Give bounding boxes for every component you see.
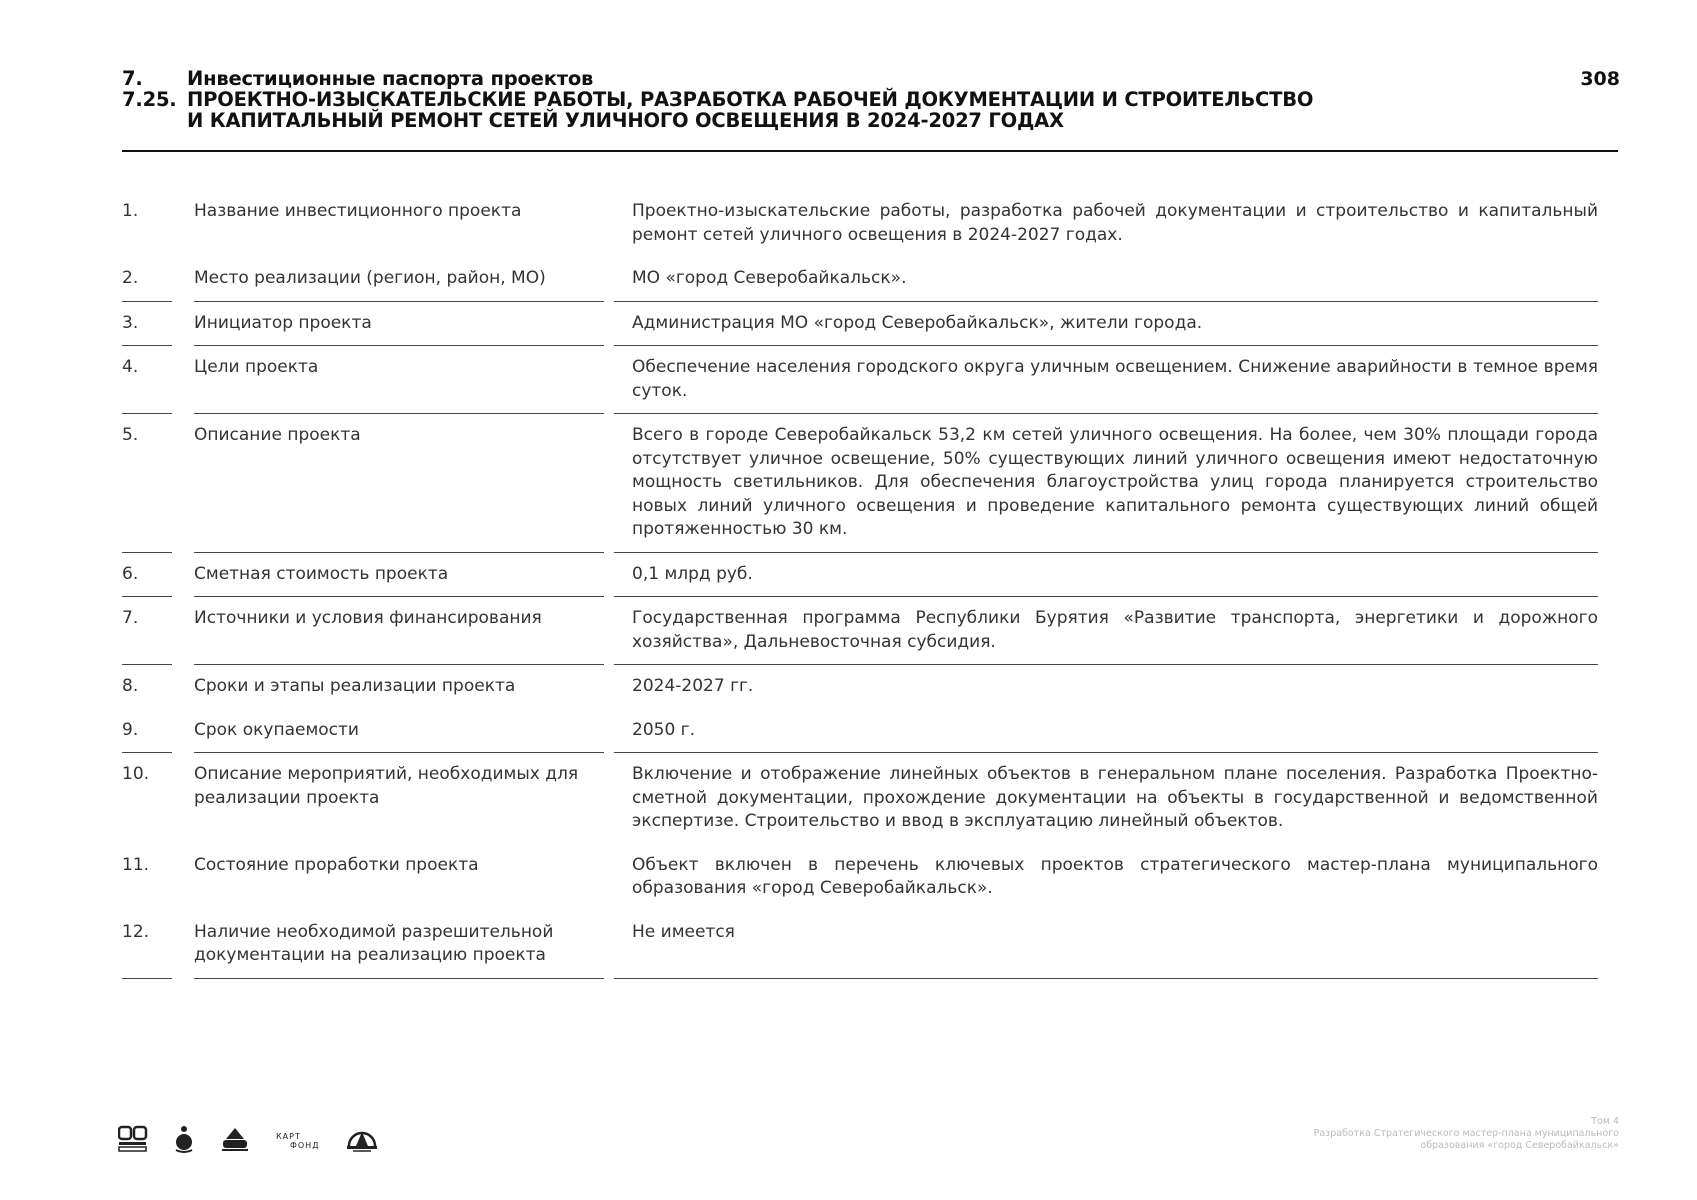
row-number: 2. [122, 257, 172, 302]
passport-row [122, 346, 1598, 414]
row-label: Наличие необходимой разрешительной документации на реализацию проекта [194, 911, 604, 979]
row-number: 12. [122, 911, 172, 979]
row-value: 0,1 млрд руб. [614, 553, 1598, 598]
subsection-number: 7.25. [122, 88, 177, 111]
row-number: 8. [122, 676, 139, 696]
row-number: 10. [122, 764, 150, 784]
row-number: 7. [122, 597, 172, 665]
row-value: Администрация МО «город Северобайкальск», жители города. [614, 302, 1598, 347]
kartfond-logo-line-1: КАРТ [276, 1132, 301, 1141]
passport-row [122, 844, 1598, 911]
row-label: Сметная стоимость проекта [194, 553, 604, 598]
row-value: Всего в городе Северобайкальск 53,2 км сетей уличного освещения. На более, чем 30% площади города отсутствует уличное освещение, 50% существующих линий уличного освещения имеют недостаточную мощность светильников. Для обеспечения благоустройства улиц города планируется строительство новых линий уличного освещения и проведение капитального ремонта существующих линий общей протяженностью 30 км. [614, 414, 1598, 553]
row-label: Описание проекта [194, 414, 604, 553]
row-value: Государственная программа Республики Бурятия «Развитие транспорта, энергетики и дорожного хозяйства», Дальневосточная субсидия. [614, 597, 1598, 665]
subsection-heading [122, 89, 1618, 110]
row-label: Цели проекта [194, 346, 604, 414]
passport-row [122, 709, 1598, 754]
row-number: 6. [122, 553, 172, 598]
subsection-title-line-2: И КАПИТАЛЬНЫЙ РЕМОНТ СЕТЕЙ УЛИЧНОГО ОСВЕЩЕНИЯ В 2024-2027 ГОДАХ [187, 109, 1064, 132]
caption-line-2: Разработка Стратегического мастер-плана муниципального [1313, 1128, 1619, 1139]
row-number: 11. [122, 854, 150, 875]
row-value: Объект включен в перечень ключевых проектов стратегического мастер-плана муниципального образования «город Северобайкальск». [632, 854, 1598, 898]
subsection-heading-continued [122, 110, 1618, 131]
footer-caption [1199, 1116, 1619, 1152]
row-value: МО «город Северобайкальск». [614, 257, 1598, 302]
row-number: 3. [122, 302, 172, 347]
kartfond-logo-line-2: ФОНД [290, 1141, 320, 1150]
arch-circle-logo-icon [345, 1124, 379, 1158]
investment-passport-table [122, 190, 1598, 979]
row-label: Сроки и этапы реализации проекта [194, 676, 516, 696]
row-label: Состояние проработки проекта [194, 854, 479, 875]
section-title: Инвестиционные паспорта проектов [187, 67, 594, 90]
passport-row [122, 190, 1598, 257]
passport-row [122, 257, 1598, 302]
passport-row [122, 753, 1598, 844]
row-number: 5. [122, 414, 172, 553]
page-header [122, 68, 1618, 131]
row-label: Источники и условия финансирования [194, 597, 604, 665]
subsection-title-line-1: ПРОЕКТНО-ИЗЫСКАТЕЛЬСКИЕ РАБОТЫ, РАЗРАБОТКА РАБОЧЕЙ ДОКУМЕНТАЦИИ И СТРОИТЕЛЬСТВО [187, 88, 1314, 111]
row-value: Проектно-изыскательские работы, разработка рабочей документации и строительство и капитальный ремонт сетей уличного освещения в 2024-2027 годах. [632, 201, 1598, 245]
row-label: Описание мероприятий, необходимых для реализации проекта [194, 764, 579, 808]
passport-row [122, 302, 1598, 347]
caption-line-3: образования «город Северобайкальск» [1420, 1140, 1619, 1151]
mountain-boat-logo-icon [220, 1125, 250, 1157]
passport-row [122, 597, 1598, 665]
row-number: 4. [122, 346, 172, 414]
drop-logo-icon [174, 1125, 194, 1157]
page-number: 308 [1580, 68, 1620, 90]
row-value: 2050 г. [614, 709, 1598, 754]
row-label: Название инвестиционного проекта [194, 201, 522, 221]
row-label: Место реализации (регион, район, МО) [194, 257, 604, 302]
row-label: Инициатор проекта [194, 302, 604, 347]
row-number: 1. [122, 201, 139, 221]
row-number: 9. [122, 709, 172, 754]
kartfond-logo [276, 1132, 319, 1150]
building-logo-icon [118, 1125, 148, 1157]
row-value: 2024-2027 гг. [632, 676, 754, 696]
row-label: Срок окупаемости [194, 709, 604, 754]
section-heading [122, 68, 1618, 89]
row-value: Не имеется [614, 911, 1598, 979]
passport-row [122, 665, 1598, 709]
passport-row [122, 911, 1598, 979]
row-value: Включение и отображение линейных объектов в генеральном плане поселения. Разработка Проектно-сметной документации, прохождение документации на объекты в государственной и ведомственной экспертизе. Строительство и ввод в эксплуатацию линейный объектов. [632, 764, 1598, 831]
caption-volume: Том 4 [1591, 1116, 1619, 1127]
footer-logos [118, 1124, 379, 1158]
passport-row [122, 414, 1598, 553]
header-divider [122, 150, 1618, 152]
section-number: 7. [122, 67, 143, 90]
row-value: Обеспечение населения городского округа уличным освещением. Снижение аварийности в темное время суток. [614, 346, 1598, 414]
passport-row [122, 553, 1598, 598]
